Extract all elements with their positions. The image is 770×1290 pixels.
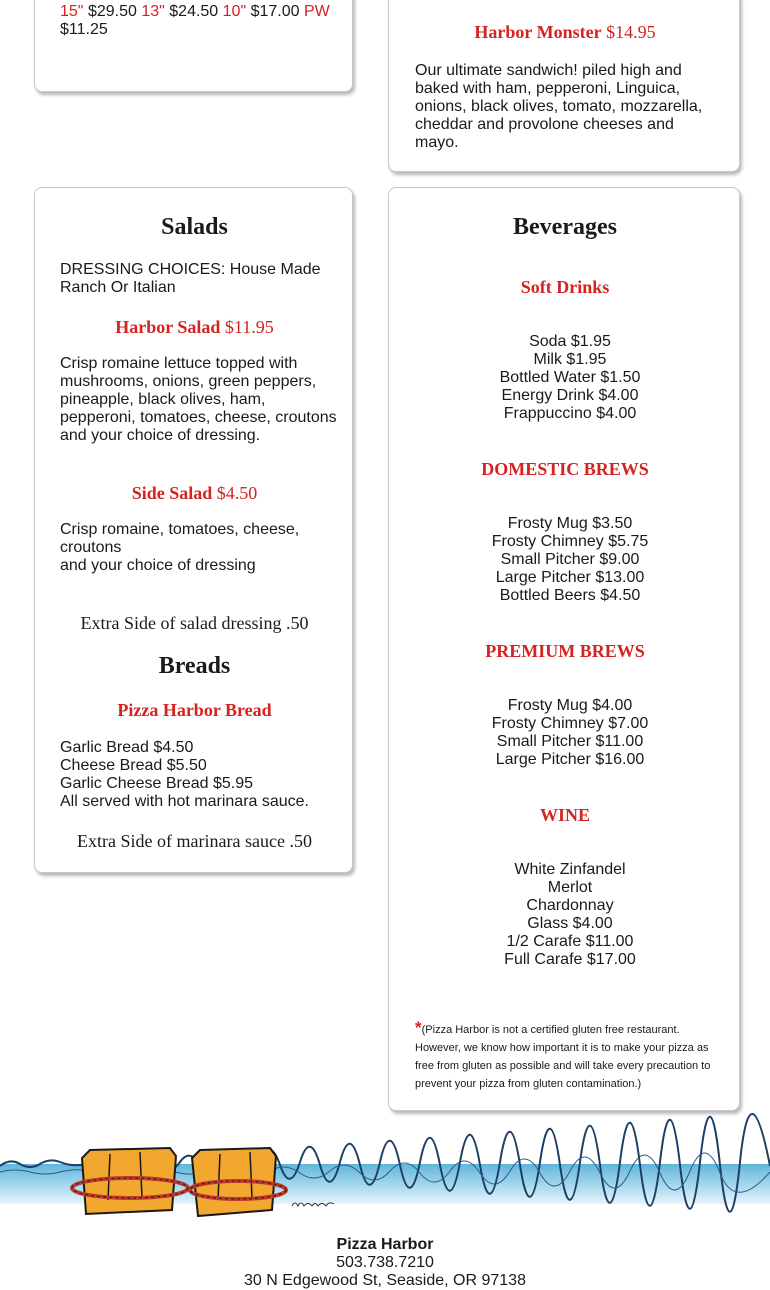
footer-name: Pizza Harbor (336, 1236, 434, 1253)
size-price: $24.50 (169, 3, 219, 20)
footer-address: 30 N Edgewood St, Seaside, OR 97138 (244, 1272, 526, 1289)
group-name: PREMIUM BREWS (485, 641, 645, 661)
beverage-item: Large Pitcher $13.00 (495, 569, 645, 586)
bread-line: Cheese Bread $5.50 (60, 757, 207, 774)
size-label: 13" (141, 3, 165, 20)
wine-list (399, 861, 741, 969)
size-label: PW (303, 3, 330, 20)
size-price: $17.00 (250, 3, 300, 20)
group-name: WINE (539, 805, 590, 825)
bread-line: Garlic Cheese Bread $5.95 (60, 775, 253, 792)
extra-salad-dressing: Extra Side of salad dressing .50 (80, 613, 309, 633)
beverage-item: Milk $1.95 (533, 351, 607, 368)
harbor-monster-description: Our ultimate sandwich! piled high and baked with ham, pepperoni, Linguica, onions, black olives, tomato, mozzarella, cheddar and provolone cheeses and mayo. (415, 62, 703, 151)
beverage-item: Bottled Water $1.50 (499, 369, 641, 386)
harbor-salad-description: Crisp romaine lettuce topped with mushrooms, onions, green peppers, pineapple, black olives, ham, pepperoni, tomatoes, cheese, croutons and your choice of dressing. (60, 355, 337, 444)
item-name: Side Salad (131, 483, 213, 503)
salads-breads-card (34, 187, 353, 873)
beverage-item: Chardonnay (526, 897, 614, 914)
beverage-item: Frosty Chimney $7.00 (491, 715, 649, 732)
side-salad-title (35, 483, 354, 504)
pizza-card (34, 0, 353, 92)
extra-marinara: Extra Side of marinara sauce .50 (77, 831, 312, 851)
bread-list (60, 739, 345, 811)
dock-pilings-water-icon (0, 1140, 770, 1230)
breads-heading: Breads (158, 653, 231, 679)
beverage-item: Merlot (547, 879, 593, 896)
beverage-item: Frosty Chimney $5.75 (491, 533, 649, 550)
beverage-item: Bottled Beers $4.50 (499, 587, 641, 604)
beverages-heading: Beverages (513, 214, 617, 240)
size-price: $11.25 (60, 21, 108, 38)
beverage-item: Full Carafe $17.00 (504, 951, 636, 968)
side-salad-description (60, 521, 330, 575)
soft-drinks-list (399, 333, 741, 423)
harbor-monster-title (389, 22, 741, 43)
pizza-size-prices (60, 3, 350, 39)
size-price: $29.50 (87, 3, 137, 20)
beverages-card (388, 187, 740, 1111)
premium-brews-list (399, 697, 741, 769)
bread-line: Garlic Bread $4.50 (60, 739, 194, 756)
soft-drinks-heading (389, 277, 741, 298)
beverage-item: Large Pitcher $16.00 (495, 751, 645, 768)
harbor-salad-title (35, 317, 354, 338)
side-salad-desc-line: Crisp romaine, tomatoes, cheese, croutons (60, 521, 300, 556)
gluten-note-text: (Pizza Harbor is not a certified gluten free restaurant. However, we know how important it is to make your pizza as free from gluten as possible and will take every precaution to prevent your pizza from gluten contamination.) (415, 1024, 711, 1090)
harbor-monster-card (388, 0, 740, 172)
beverage-item: Small Pitcher $11.00 (496, 733, 644, 750)
item-price: $4.50 (216, 483, 258, 503)
group-name: DOMESTIC BREWS (481, 459, 649, 479)
beverage-item: Glass $4.00 (527, 915, 613, 932)
group-name: Soft Drinks (520, 277, 610, 297)
dressing-choices: DRESSING CHOICES: House Made Ranch Or Italian (60, 261, 321, 296)
wine-heading (389, 805, 741, 826)
salads-heading: Salads (161, 214, 228, 240)
beverage-item: White Zinfandel (514, 861, 626, 878)
size-label: 15" (60, 3, 84, 20)
gluten-asterisk: * (415, 1018, 422, 1037)
beverage-item: Frosty Mug $3.50 (507, 515, 633, 532)
item-price: $14.95 (606, 22, 656, 42)
item-name: Harbor Salad (115, 317, 221, 337)
size-label: 10" (222, 3, 247, 20)
item-name: Harbor Monster (474, 22, 602, 42)
beverage-item: Small Pitcher $9.00 (500, 551, 640, 568)
beverage-item: Soda $1.95 (529, 333, 611, 350)
domestic-brews-heading (389, 459, 741, 480)
beverage-item: 1/2 Carafe $11.00 (506, 933, 634, 950)
pizza-harbor-bread-title (35, 700, 354, 721)
gluten-note (415, 1019, 727, 1093)
side-salad-desc-line: and your choice of dressing (60, 557, 256, 574)
beverage-item: Energy Drink $4.00 (501, 387, 639, 404)
item-price: $11.95 (224, 317, 274, 337)
beverage-item: Frosty Mug $4.00 (507, 697, 633, 714)
beverage-item: Frappuccino $4.00 (503, 405, 637, 422)
footer-phone[interactable]: 503.738.7210 (336, 1254, 434, 1271)
premium-brews-heading (389, 641, 741, 662)
bread-subtitle: Pizza Harbor Bread (117, 700, 272, 720)
bread-line: All served with hot marinara sauce. (60, 793, 309, 810)
domestic-brews-list (399, 515, 741, 605)
